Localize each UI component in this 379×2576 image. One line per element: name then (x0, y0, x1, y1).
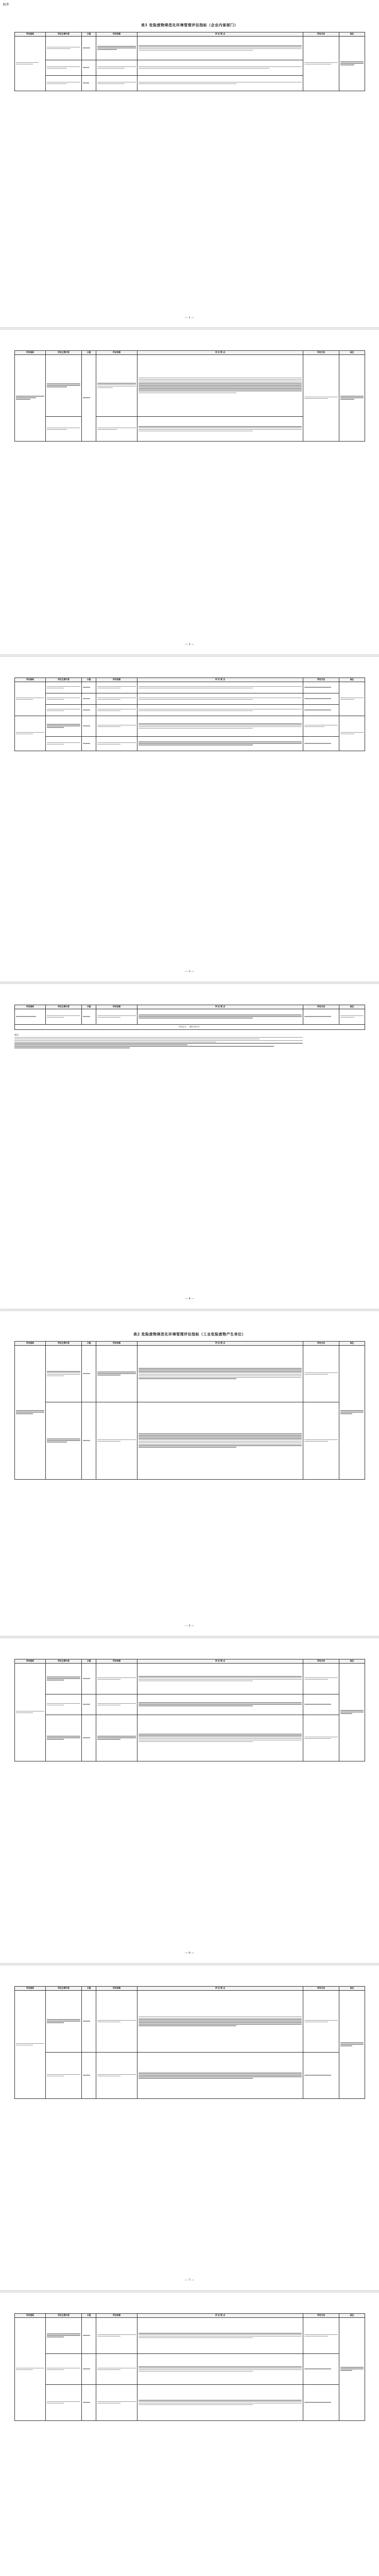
header-indicator: 评估指标 (15, 351, 46, 355)
header-indicator: 评估指标 (15, 1005, 46, 1009)
page-number: — 3 — (185, 970, 194, 973)
table-cell (46, 1009, 82, 1024)
table-cell (303, 682, 339, 693)
header-content: 评估主要内容 (46, 1005, 82, 1009)
header-indicator: 评估指标 (15, 678, 46, 682)
page-number: — 2 — (185, 643, 194, 646)
header-method: 评估方法 (303, 351, 339, 355)
table-cell (82, 2353, 96, 2384)
table-cell (339, 1990, 365, 2098)
table-cell (137, 1715, 303, 1761)
header-score: 分值 (82, 1987, 96, 1991)
table-row (15, 2052, 365, 2098)
table-row (15, 354, 365, 416)
table-cell (339, 1663, 365, 1761)
header-basis: 评估依据 (96, 32, 137, 37)
table-cell (339, 716, 365, 751)
header-indicator: 评估指标 (15, 1342, 46, 1346)
table-cell (96, 75, 137, 91)
table-row (15, 1990, 365, 2052)
table-cell (339, 36, 365, 91)
table-header-row (15, 1987, 365, 1991)
header-indicator: 评估指标 (15, 32, 46, 37)
table-cell (46, 2317, 82, 2353)
header-remark: 备注 (339, 1342, 365, 1346)
table-cell (137, 416, 303, 441)
header-points: 评 估 要 点 (137, 1987, 303, 1991)
table-cell (303, 1009, 339, 1024)
table-cell (339, 1345, 365, 1479)
table-cell (82, 693, 96, 704)
table-cell (303, 1663, 339, 1694)
table-cell (46, 1715, 82, 1761)
table-cell (137, 2384, 303, 2420)
table-cell (303, 1345, 339, 1402)
table-cell (15, 354, 46, 441)
table-cell (303, 716, 339, 736)
table-row (15, 1694, 365, 1715)
header-method: 评估方法 (303, 1987, 339, 1991)
header-score: 分值 (82, 678, 96, 682)
table-cell (137, 1663, 303, 1694)
table-row (15, 716, 365, 736)
table-cell (339, 682, 365, 716)
page-number: — 6 — (185, 1952, 194, 1955)
table-row (15, 693, 365, 704)
table-cell (303, 2353, 339, 2384)
table-cell (137, 354, 303, 416)
table-cell (46, 60, 82, 75)
table-header-row (15, 1659, 365, 1664)
table-cell (303, 2052, 339, 2098)
page-number: — 7 — (185, 2279, 194, 2282)
page-1 (0, 0, 379, 327)
table-cell (303, 1694, 339, 1715)
table-row (15, 1009, 365, 1024)
table-cell (82, 2317, 96, 2353)
table-cell (303, 1402, 339, 1479)
header-content: 评估主要内容 (46, 2314, 82, 2318)
table-cell (96, 2052, 137, 2098)
table-cell (82, 1990, 96, 2052)
table-cell (303, 2384, 339, 2420)
table-cell (46, 1990, 82, 2052)
table-header-row (15, 1342, 365, 1346)
table-cell (46, 36, 82, 60)
page-5 (0, 1311, 379, 1636)
table-cell (82, 36, 96, 60)
page-4 (0, 984, 379, 1309)
header-remark: 备注 (339, 2314, 365, 2318)
table-cell (82, 716, 96, 736)
table-cell (137, 1402, 303, 1479)
table-cell (303, 693, 339, 704)
table-cell (15, 1990, 46, 2098)
table-cell (137, 704, 303, 716)
table-cell (46, 736, 82, 751)
table-cell (15, 1009, 46, 1024)
table-cell (46, 1663, 82, 1694)
table-cell (82, 2384, 96, 2420)
table-cell (137, 1009, 303, 1024)
table-cell (96, 416, 137, 441)
table-cell (15, 682, 46, 716)
header-indicator: 评估指标 (15, 2314, 46, 2318)
header-points: 评 估 要 点 (137, 1005, 303, 1009)
header-basis: 评估依据 (96, 1005, 137, 1009)
header-points: 评 估 要 点 (137, 1342, 303, 1346)
header-points: 评 估 要 点 (137, 351, 303, 355)
header-score: 分值 (82, 32, 96, 37)
assessment-table (14, 1005, 365, 1030)
table-cell (339, 354, 365, 441)
header-basis: 评估依据 (96, 2314, 137, 2318)
header-content: 评估主要内容 (46, 1659, 82, 1664)
table-cell (46, 1402, 82, 1479)
table-cell (137, 60, 303, 75)
table-cell (96, 2317, 137, 2353)
table-cell (96, 2384, 137, 2420)
table-cell (137, 682, 303, 693)
header-content: 评估主要内容 (46, 678, 82, 682)
table-cell (82, 1009, 96, 1024)
table-cell (96, 36, 137, 60)
table-cell (96, 693, 137, 704)
table-cell (96, 60, 137, 75)
header-score: 分值 (82, 351, 96, 355)
table-row (15, 682, 365, 693)
table-cell (137, 693, 303, 704)
table-header-row (15, 1005, 365, 1009)
table-cell (96, 716, 137, 736)
header-content: 评估主要内容 (46, 1987, 82, 1991)
table-cell (15, 36, 46, 91)
header-points: 评 估 要 点 (137, 32, 303, 37)
table-cell (46, 2384, 82, 2420)
table-cell (303, 736, 339, 751)
header-content: 评估主要内容 (46, 32, 82, 37)
notes-lines (14, 1037, 303, 1048)
table-cell (137, 2317, 303, 2353)
table-cell (82, 354, 96, 441)
summary-cell: 评估总分：（满分100分） (15, 1024, 365, 1029)
header-score: 分值 (82, 1005, 96, 1009)
header-method: 评估方法 (303, 32, 339, 37)
page-6 (0, 1638, 379, 1963)
table-cell (46, 416, 82, 441)
header-remark: 备注 (339, 1659, 365, 1664)
table-row (15, 1715, 365, 1761)
table-cell (82, 75, 96, 91)
table-cell (137, 716, 303, 736)
table-cell (82, 736, 96, 751)
page-2 (0, 330, 379, 654)
header-points: 评 估 要 点 (137, 2314, 303, 2318)
page-7 (0, 1965, 379, 2290)
table-cell (303, 2317, 339, 2353)
page-title: 表2 危险废物规范化环境管理评估指标（工业危险废物产生单位） (133, 1332, 246, 1336)
table-cell (15, 716, 46, 751)
page-number: — 4 — (185, 1297, 194, 1300)
table-cell (137, 2052, 303, 2098)
table-cell (137, 736, 303, 751)
table-summary-row (15, 1024, 365, 1029)
table-cell (303, 1715, 339, 1761)
assessment-table (14, 2313, 365, 2421)
table-cell (137, 1990, 303, 2052)
table-cell (137, 1694, 303, 1715)
assessment-table (14, 32, 365, 91)
header-method: 评估方法 (303, 1342, 339, 1346)
header-basis: 评估依据 (96, 678, 137, 682)
table-header-row (15, 678, 365, 682)
table-cell (46, 716, 82, 736)
table-cell (46, 2052, 82, 2098)
assessment-table (14, 350, 365, 442)
table-row (15, 1345, 365, 1402)
table-row (15, 36, 365, 60)
table-row (15, 2353, 365, 2384)
table-row (15, 1402, 365, 1479)
table-cell (46, 354, 82, 416)
header-score: 分值 (82, 2314, 96, 2318)
header-method: 评估方法 (303, 2314, 339, 2318)
table-cell (137, 1345, 303, 1402)
table-cell (82, 1345, 96, 1402)
header-score: 分值 (82, 1342, 96, 1346)
notes-block (14, 1033, 365, 1049)
table-cell (46, 682, 82, 693)
table-cell (96, 1990, 137, 2052)
table-cell (46, 1345, 82, 1402)
table-cell (15, 1663, 46, 1761)
table-header-row (15, 32, 365, 37)
table-cell (82, 1663, 96, 1694)
table-cell (96, 1402, 137, 1479)
header-remark: 备注 (339, 1005, 365, 1009)
table-cell (82, 1715, 96, 1761)
table-cell (46, 75, 82, 91)
table-cell (339, 2317, 365, 2420)
table-cell (339, 1009, 365, 1024)
table-cell (96, 1715, 137, 1761)
notes-title: 备注： (14, 1033, 21, 1036)
table-cell (96, 682, 137, 693)
table-cell (303, 354, 339, 441)
header-remark: 备注 (339, 351, 365, 355)
header-method: 评估方法 (303, 1659, 339, 1664)
table-header-row (15, 2314, 365, 2318)
table-cell (15, 2317, 46, 2420)
table-cell (137, 2353, 303, 2384)
table-row (15, 1663, 365, 1694)
header-points: 评 估 要 点 (137, 678, 303, 682)
table-cell (96, 736, 137, 751)
table-cell (137, 36, 303, 60)
header-method: 评估方法 (303, 678, 339, 682)
table-cell (96, 2353, 137, 2384)
header-remark: 备注 (339, 1987, 365, 1991)
header-content: 评估主要内容 (46, 351, 82, 355)
header-remark: 备注 (339, 32, 365, 37)
header-method: 评估方法 (303, 1005, 339, 1009)
table-cell (137, 75, 303, 91)
table-cell (46, 2353, 82, 2384)
table-cell (46, 693, 82, 704)
attachment-label: 附件 (3, 3, 10, 7)
table-cell (82, 1402, 96, 1479)
header-basis: 评估依据 (96, 1342, 137, 1346)
table-cell (82, 704, 96, 716)
assessment-table (14, 1986, 365, 2099)
header-score: 分值 (82, 1659, 96, 1664)
header-remark: 备注 (339, 678, 365, 682)
page-number: — 1 — (185, 316, 194, 319)
page-3 (0, 657, 379, 981)
table-header-row (15, 351, 365, 355)
table-cell (96, 1663, 137, 1694)
header-basis: 评估依据 (96, 351, 137, 355)
table-cell (46, 704, 82, 716)
header-basis: 评估依据 (96, 1659, 137, 1664)
table-cell (15, 1345, 46, 1479)
table-cell (303, 36, 339, 91)
page-title: 表1 危险废物规范化环境管理评估指标（企业内部部门） (141, 23, 238, 27)
table-row (15, 704, 365, 716)
table-row (15, 2384, 365, 2420)
table-row (15, 736, 365, 751)
table-cell (303, 1990, 339, 2052)
assessment-table (14, 1659, 365, 1761)
header-content: 评估主要内容 (46, 1342, 82, 1346)
table-cell (82, 2052, 96, 2098)
table-cell (82, 682, 96, 693)
header-points: 评 估 要 点 (137, 1659, 303, 1664)
header-basis: 评估依据 (96, 1987, 137, 1991)
table-cell (96, 1345, 137, 1402)
header-indicator: 评估指标 (15, 1659, 46, 1664)
table-cell (82, 60, 96, 75)
table-cell (96, 1694, 137, 1715)
table-cell (46, 1694, 82, 1715)
table-cell (82, 1694, 96, 1715)
assessment-table (14, 1341, 365, 1480)
page-number: — 5 — (185, 1624, 194, 1628)
table-cell (96, 354, 137, 416)
header-indicator: 评估指标 (15, 1987, 46, 1991)
table-cell (303, 704, 339, 716)
table-row (15, 2317, 365, 2353)
assessment-table (14, 677, 365, 751)
page-8 (0, 2293, 379, 2576)
table-cell (96, 704, 137, 716)
table-cell (96, 1009, 137, 1024)
